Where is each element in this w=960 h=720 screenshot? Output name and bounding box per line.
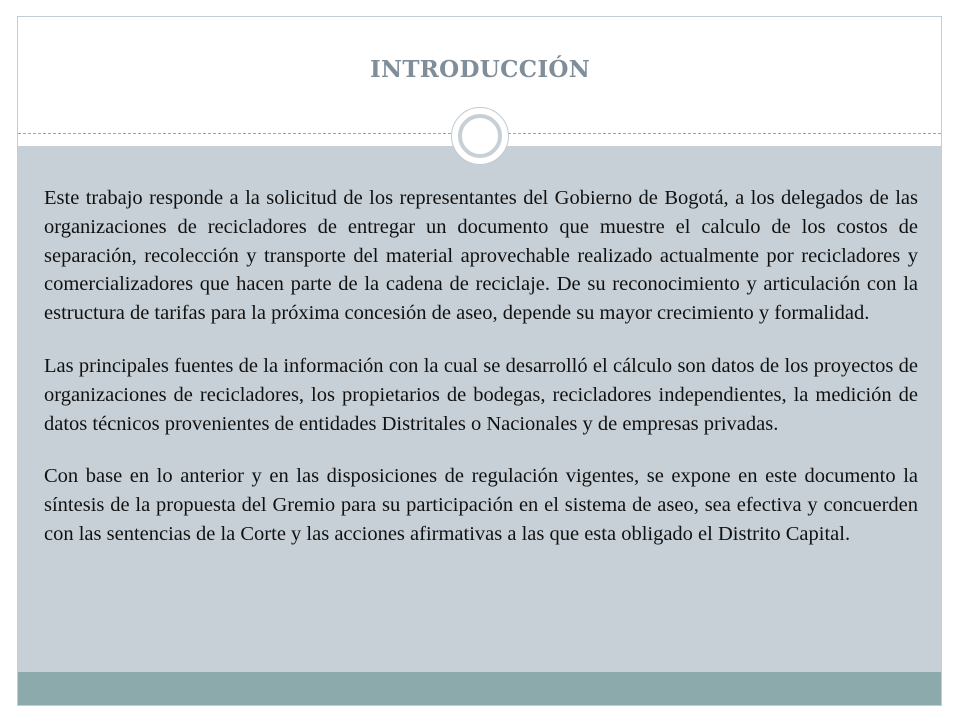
- circle-ornament-icon: [451, 107, 509, 165]
- slide-body: [44, 184, 918, 573]
- footer-band: [18, 672, 941, 705]
- paragraph-3: Con base en lo anterior y en las disposiciones de regulación vigentes, se expone en este documento la síntesis de la propuesta del Gremio para su participación en el sistema de aseo, sea efectiva y concuerden con las sentencias de la Corte y las acciones afirmativas a las que esta obligado el Distrito Capital.: [44, 465, 918, 545]
- paragraph-1: Este trabajo responde a la solicitud de los representantes del Gobierno de Bogotá, a los delegados de las organizaciones de recicladores de entregar un documento que muestre el calculo de los costos de separación, recolección y transporte del material aprovechable realizado actualmente por recicladores y comercializadores que hacen parte de la cadena de reciclaje. De su reconocimiento y articulación con la estructura de tarifas para la próxima concesión de aseo, depende su mayor crecimiento y formalidad.: [44, 187, 918, 325]
- slide-title: INTRODUCCIÓN: [369, 56, 591, 83]
- paragraph-2: Las principales fuentes de la información con la cual se desarrolló el cálculo son datos de los proyectos de organizaciones de recicladores, los propietarios de bodegas, recicladores independientes, la medición de datos técnicos provenientes de entidades Distritales o Nacionales y de empresas privadas.: [44, 354, 918, 435]
